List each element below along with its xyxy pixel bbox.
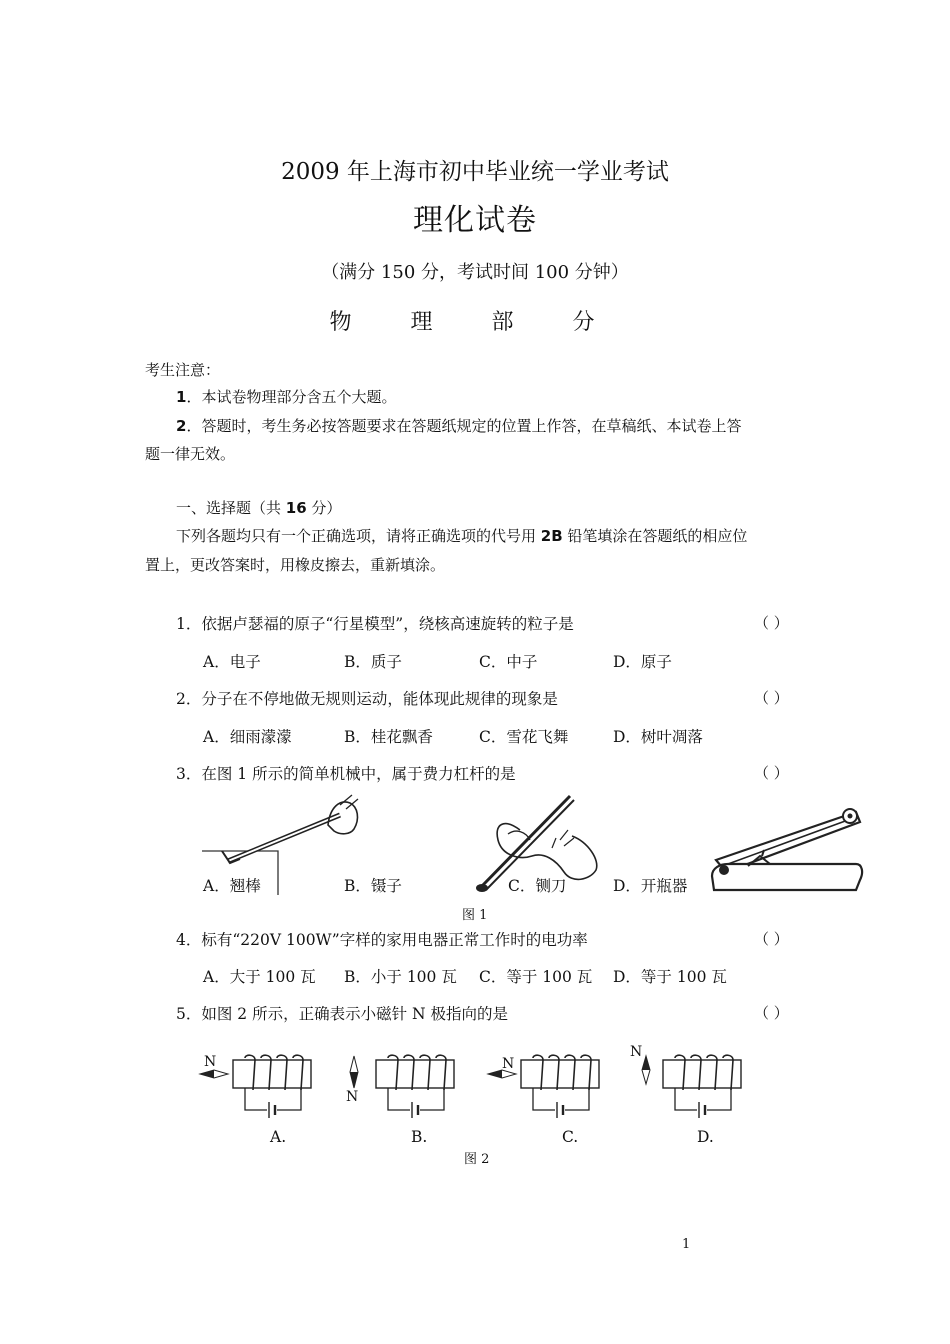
compass-label-d: N	[630, 1044, 643, 1060]
figure-2-solenoids	[196, 1042, 756, 1122]
q2-option-c: C．雪花飞舞	[479, 728, 569, 746]
figure-2-caption: 图 2	[464, 1152, 490, 1167]
q4-option-a: A．大于 100 瓦	[203, 968, 316, 986]
q1-option-c: C．中子	[479, 653, 538, 671]
solenoid-a	[233, 1055, 311, 1118]
q5-option-d: D.	[697, 1128, 714, 1146]
exam-title: 2009 年上海市初中毕业统一学业考试	[281, 159, 669, 185]
solenoid-d	[663, 1055, 741, 1118]
q2-option-b: B．桂花飘香	[344, 728, 433, 746]
notice-item-1: 1．本试卷物理部分含五个大题。	[176, 388, 397, 406]
solenoid-c	[521, 1055, 599, 1118]
question-4-stem: 4．标有“220V 100W”字样的家用电器正常工作时的电功率	[176, 931, 588, 949]
q4-option-b: B．小于 100 瓦	[344, 968, 457, 986]
question-1-stem: 1．依据卢瑟福的原子“行星模型”，绕核高速旋转的粒子是	[176, 615, 574, 633]
section-heading: 一、选择题（共 16 分）	[176, 499, 342, 517]
question-3-stem: 3．在图 1 所示的简单机械中，属于费力杠杆的是	[176, 765, 516, 783]
q4-option-d: D．等于 100 瓦	[613, 968, 727, 986]
question-2-answer-paren: （ ）	[754, 689, 789, 707]
q5-option-b: B.	[411, 1128, 428, 1146]
question-2-stem: 2．分子在不停地做无规则运动，能体现此规律的现象是	[176, 690, 558, 708]
q1-option-a: A．电子	[203, 653, 261, 671]
compass-needle-a	[200, 1070, 228, 1078]
question-5-stem: 5．如图 2 所示，正确表示小磁针 N 极指向的是	[176, 1005, 508, 1023]
paper-subtitle: 理化试卷	[413, 203, 537, 238]
q1-option-d: D．原子	[613, 653, 672, 671]
figure-1-caption: 图 1	[462, 908, 488, 923]
section-instructions: 下列各题均只有一个正确选项，请将正确选项的代号用 2B 铅笔填涂在答题纸的相应位	[176, 527, 748, 545]
q2-option-d: D．树叶凋落	[613, 728, 703, 746]
q4-option-c: C．等于 100 瓦	[479, 968, 593, 986]
q3-option-a: A．翘棒	[203, 874, 261, 896]
q3-option-b: B．镊子	[344, 877, 402, 895]
compass-needle-d	[642, 1056, 650, 1084]
page-number: 1	[682, 1237, 691, 1252]
section-instructions-cont: 置上，更改答案时，用橡皮擦去，重新填涂。	[145, 556, 446, 574]
q3-option-c: C．铡刀	[508, 877, 567, 895]
notice-item-2: 2．答题时，考生务必按答题要求在答题纸规定的位置上作答，在草稿纸、本试卷上答	[176, 417, 742, 435]
notice-item-2-cont: 题一律无效。	[145, 445, 236, 463]
compass-label-a: N	[204, 1054, 217, 1070]
q2-option-a: A．细雨濛濛	[203, 728, 292, 746]
compass-label-c: N	[502, 1056, 515, 1072]
q5-option-a: A.	[270, 1128, 287, 1146]
question-5-answer-paren: （ ）	[754, 1004, 789, 1022]
q1-option-b: B．质子	[344, 653, 402, 671]
q5-option-c: C.	[562, 1128, 579, 1146]
solenoid-b	[376, 1055, 454, 1118]
question-4-answer-paren: （ ）	[754, 930, 789, 948]
question-3-answer-paren: （ ）	[754, 764, 789, 782]
compass-needle-b	[350, 1056, 358, 1088]
score-note: （满分 150 分，考试时间 100 分钟）	[321, 262, 629, 283]
part-heading: 物 理 部 分	[329, 310, 621, 335]
question-1-answer-paren: （ ）	[754, 614, 789, 632]
bottle-opener-figure	[708, 800, 868, 892]
notice-heading: 考生注意：	[145, 361, 221, 379]
compass-label-b: N	[346, 1089, 359, 1105]
q3-option-d: D．开瓶器	[613, 877, 688, 895]
